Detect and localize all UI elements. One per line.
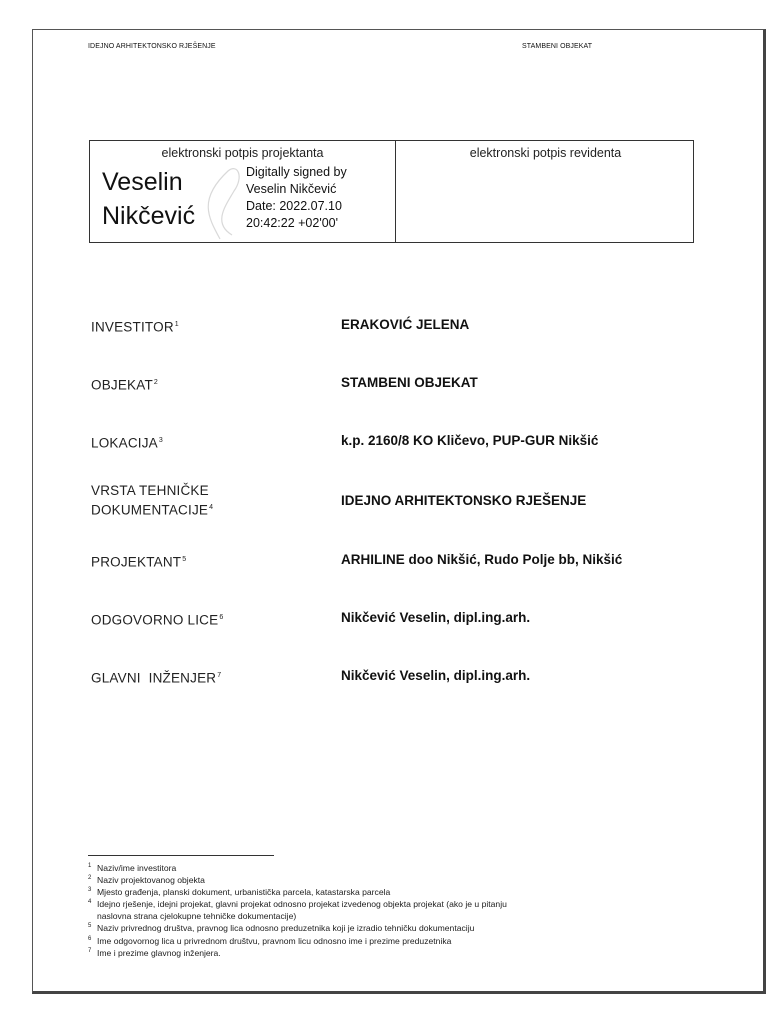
signer-last-name: Nikčević (102, 202, 196, 230)
signature-line-4: 20:42:22 +02'00' (246, 216, 339, 230)
location-label: LOKACIJA$^3$ (91, 435, 163, 451)
digital-signature-details (246, 164, 347, 232)
footnotes (88, 862, 688, 959)
signature-line-2: Veselin Nikčević (246, 182, 337, 196)
signature-swash-icon (190, 165, 250, 241)
header-object-type: STAMBENI OBJEKAT (522, 43, 593, 50)
footnote-item: 6 Ime odgovornog lica u privrednom društvu, pravnom licu odnosno ime i prezime preduzetnika (88, 935, 452, 946)
responsible-person-label: ODGOVORNO LICE$^6$ (91, 612, 224, 628)
investor-value: ERAKOVIĆ JELENA (341, 317, 470, 332)
footnote-item: 3 Mjesto građenja, planski dokument, urbanistička parcela, katastarska parcela (88, 887, 391, 898)
documentation-type-label: VRSTA TEHNIČKE DOKUMENTACIJE$^4$ (91, 483, 214, 518)
designer-signature-caption: elektronski potpis projektanta (161, 146, 324, 160)
footnote-item: 1 Naziv/ime investitora (88, 863, 177, 873)
chief-engineer-value: Nikčević Veselin, dipl.ing.arh. (341, 668, 531, 683)
designer-label: PROJEKTANT$^5$ (91, 554, 187, 570)
designer-value: ARHILINE doo Nikšić, Rudo Polje bb, Nikšić (341, 552, 623, 567)
signature-box (89, 140, 694, 243)
footnote-item: 5 Naziv privrednog društva, pravnog lica odnosno preduzetnika koji je izradio tehničku dokumentaciju (88, 923, 475, 934)
reviewer-signature-caption: elektronski potpis revidenta (469, 146, 622, 160)
footnote-item: 4 Idejno rješenje, idejni projekat, glavni projekat odnosno projekat izvedenog objekta projekat (ako je u pitanju naslovna strana cjelokupne tehničke dokumentacije) (88, 899, 507, 922)
documentation-type-value: IDEJNO ARHITEKTONSKO RJEŠENJE (341, 493, 587, 508)
footnote-item: 7 Ime i prezime glavnog inženjera. (88, 947, 221, 958)
object-value: STAMBENI OBJEKAT (341, 375, 478, 390)
digital-signature-name[interactable] (102, 165, 195, 233)
object-label: OBJEKAT$^2$ (91, 377, 159, 393)
footnote-item: 2 Naziv projektovanog objekta (88, 875, 205, 886)
investor-label: INVESTITOR$^1$ (91, 319, 179, 335)
header-document-type: IDEJNO ARHITEKTONSKO RJEŠENJE (88, 43, 216, 50)
footnote-separator (88, 855, 274, 856)
signature-line-3: Date: 2022.07.10 (246, 199, 342, 213)
location-value: k.p. 2160/8 KO Kličevo, PUP-GUR Nikšić (341, 433, 599, 448)
signature-line-1: Digitally signed by (246, 165, 347, 179)
responsible-person-value: Nikčević Veselin, dipl.ing.arh. (341, 610, 531, 625)
chief-engineer-label: GLAVNI INŽENJER$^7$ (91, 670, 222, 686)
signer-first-name: Veselin (102, 168, 183, 196)
